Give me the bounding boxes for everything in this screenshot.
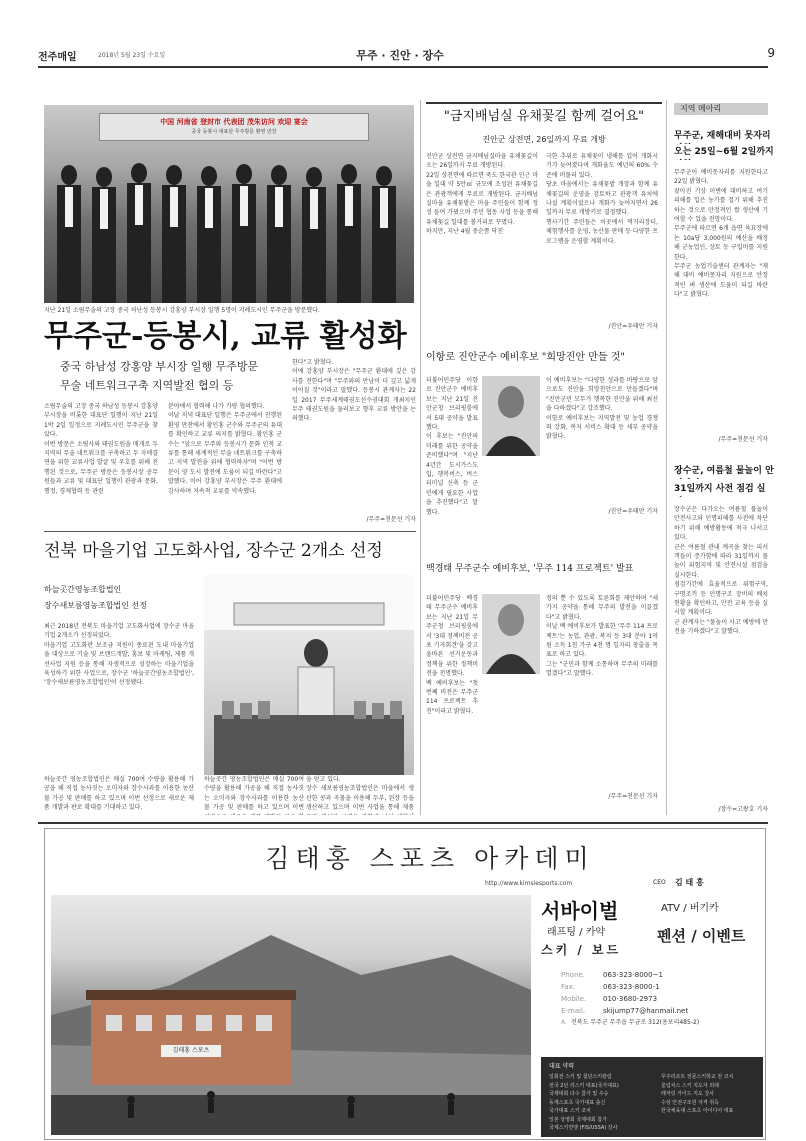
village-headline: 전북 마을기업 고도화사업, 장수군 2개소 선정 (44, 541, 383, 561)
main-subhead-1: 중국 하남성 강홍양 부시장 일행 무주방문 (60, 360, 259, 373)
lee-portrait-illustration (482, 376, 540, 456)
section-title: 무주 · 진안 · 장수 (356, 49, 444, 62)
ad-history-title: 대표 약력 (549, 1063, 575, 1070)
sidebar-article1-title1: 무주군, 재해대비 못자리 (674, 131, 771, 141)
main-subhead-2: 무술 네트워크구축 지역발전 협의 등 (60, 379, 234, 392)
group-people-illustration (44, 145, 414, 303)
history-item: 한국체육대 스포츠 아이디어 대표 (661, 1108, 734, 1114)
history-item: 울림치스 스키 지도자 외래 (661, 1082, 719, 1089)
ad-fax-label: Fax. (561, 983, 576, 991)
ad-phone: 063-323-8000~1 (603, 971, 663, 979)
history-item: 레저릿 가이드 지도 강사 (661, 1091, 715, 1097)
ad-fax: 063-323-8000-1 (603, 983, 660, 991)
baek-portrait (482, 594, 540, 674)
history-item: 국제스키연맹 (FIS/USSA) 강사 (549, 1125, 618, 1131)
golden-subhead: 진안군 상전면, 26일까지 무료 개방 (482, 135, 606, 144)
booth-illustration (204, 575, 414, 775)
issue-date: 2018년 5월 23일 수요일 (98, 52, 166, 59)
sidebar-article2-body: 장수군은 다가오는 여름철 물놀이 안전사고와 인명피해를 사전에 차단하기 위해 예방활동에 적극 나서고 있다. 군은 여름철 관내 계곡을 찾는 피서객들이 증가함에 따라 31일까지 물놀이 위험지역 및 안전시설 점검을 실시한다. 점검기간에 효율적으로 위험구역, 구명조끼 등 인명구조 장비의 배치 현황을 확인하고, 안전 교육 등을 실시할 계획이다. 군 관계자는 "물놀이 사고 예방에 만전을 기하겠다"고 말했다. (674, 506, 768, 636)
baek-body-col2: 정의 뿐 수 있도록 토론회를 제안하며 "세 가지 공약을 통해 무주의 발전을 이끌겠다"고 밝혔다. 이날 백 예비후보가 발표한 '무주 114 프로젝트'는 농업, 관광, 복지 등 3대 분야 1억 원 소득 1천 가구 4천 명 일자리 창출을 목표로 하고 있다. 그는 "군민과 함께 소통하며 무주의 미래를 열겠다"고 말했다. (546, 595, 658, 678)
lee-byline: /진안=우태만 기자 (608, 508, 658, 515)
photo-banner-text2: 중국 등봉시 대표단 무주방문 환영 만찬 (191, 129, 277, 135)
ad-email: skijump77@hanmail.net (603, 1007, 689, 1015)
sidebar-article2-title1: 장수군, 여름철 물놀이 안 (674, 466, 774, 476)
lee-body-col1: 더불어민주당 이항로 진안군수 예비후보는 지난 21일 진안군청 브리핑룸에서 5대 공약을 발표했다. 이 후보는 "진안의 미래를 위한 공약을 준비했다"며 "지난 4년간 도시가스도입, 행복버스, 버스터미널 신축 등 군민에게 필요한 사업을 추진했다"고 말했다. (426, 377, 478, 516)
ad-tag2: 스키 / 보드 (541, 943, 622, 957)
history-item: 국제대회 다수 참가 및 우승 (549, 1091, 609, 1097)
lee-portrait (482, 376, 540, 456)
photo-banner (99, 113, 369, 141)
ad-brand: 서바이벌 (541, 899, 619, 921)
ad-ceo-label: CEO (653, 879, 666, 886)
main-body-col2: 분야에서 협력해 나가 가량 협의했다. 이날 저녁 대표단 일행은 무주군에서 진행된 환영 만찬에서 황인홍 군수와 무주군의 유대를 확인하고 교류 의지를 밝혔다. 황인홍 군수는 "앞으로 무주와 등봉시가 문화 인적 교류를 통해 세계적인 무술 네트워크를 구축하고 지역 발전을 위해 협력하자"며 "이번 방문이 양 도시 발전에 도움이 되길 바란다"고 말했다. 이어 강홍양 부시장은 무주 환대에 감사하며 지속적 교류를 약속했다. (168, 403, 282, 495)
village-body-col1: 최근 2018년 전북도 마을기업 고도화사업에 장수군 마을기업 2개소가 선정되었다. 마을기업 고도화란 보조금 지원이 종료된 도내 마을기업을 대상으로 기술 및 브랜드개발, 홍보 및 마케팅, 제품 개선사업 지원 등을 통해 자생적으로 성장하는 마을기업을 육성하기 위한 사업으로, 장수군 '하늘곳간영농조합법인', '장수새보름영농조합법인'이 선정됐다. (44, 623, 194, 687)
ad-top-rule (38, 822, 768, 824)
history-item: 무주리조트 전문스키학교 전 코치 (661, 1074, 734, 1080)
village-subhead-2: 장수새보름영농조합법인 선정 (44, 601, 148, 610)
ad-ceo-name: 김 태 홍 (675, 878, 704, 887)
golden-body-col2: 극한 추위로 유채꽃이 냉해를 입어 개화시기가 늦어졌다며 개화율도 예년의 60% 수준에 머물러 있다. 당초 마을에서는 유채꽃밭 개장과 함께 유채꽃길의 운영을 검토하고 관광객 유치에 나설 계획이었으나 개화가 늦어지면서 26일까지 무료 개방키로 결정했다. 행사기간 주민들은 이곳에서 먹거리장터, 체험행사를 운영, 농산물 판매 등 다양한 프로그램을 운영할 계획이다. (546, 153, 658, 245)
header-rule (38, 66, 768, 68)
ad-contact (561, 969, 761, 1059)
masthead: 전주매일 (38, 52, 77, 62)
baek-byline: /무주=천문선 기자 (608, 793, 658, 800)
ad-right1: ATV / 버기카 (661, 903, 719, 913)
ad-phone-label: Phone. (561, 971, 585, 979)
golden-body-col1: 진안군 상전면 금지배넘실마을 유채꽃길이 오는 26일까지 무료 개방된다. 22일 상전면에 따르면 죽도 한국관 인근 마을 일대 약 5만㎡ 규모에 조성된 유채꽃길은 관광객에게 무료로 개방된다. 금지배넘실마을 유채꽃밭은 마을 주민들이 함께 정성 들여 가꿨으며 주민 협동 사업 등을 통해 유채꽃길 일대를 볼거리로 꾸몄다. 하지만, 지난 4월 중순쯤 닥친 (426, 153, 538, 236)
sidebar-article1-byline: /무주=천문선 기자 (718, 436, 768, 443)
main-headline: 무주군-등봉시, 교류 활성화 (44, 319, 407, 354)
photo-banner-text: 中国 河南省 登封市 代表团 茂朱访问 欢迎 宴会 (160, 117, 308, 126)
sidebar-article1-title2: 오는 25일~6월 2일까지 (674, 147, 774, 157)
village-subhead-1: 하늘곳간영농조합법인 (44, 585, 122, 594)
ad-url: http://www.kimsiesports.com (485, 880, 573, 887)
ad-history-right (661, 1073, 761, 1135)
lee-headline: 이항로 진안군수 예비후보 "희망진안 만들 것" (426, 352, 625, 363)
history-item: 국가대표 스키 코치 (549, 1108, 591, 1114)
ad-history-left (549, 1073, 659, 1135)
ad-mobile-label: Mobile. (561, 995, 587, 1003)
main-body-col3: 한다"고 밝혔다. 이에 강홍양 부시장은 "무주군 환대에 깊은 감사를 전한다"며 "무주와의 만남이 더 깊고 넓게 이어질 것"이라고 말했다. 등봉시 관계자는 22일 2017 무주세계태권도선수권대회 개최지인 무주 태권도원을 둘러보고 향후 교류 방안을 논의했다. (292, 359, 416, 423)
history-item: 일본 상영회 국제대회 참가 (549, 1116, 607, 1123)
baek-body-col1: 더불어민주당 백경태 무주군수 예비후보는 지난 21일 무주군청 브리핑룸에서 '3대 정책비전 공포 기자회견'을 갖고 올바른 선거운동과 정책을 위한 정책비전을 천명했다. 백 예비후보는 "첫 번째 비전은 무주군 114 프로젝트 추진"이라고 밝혔다. (426, 595, 478, 715)
village-body-col2b: 하늘곳간 영농조합법인은 매실 700여 수량을 활용해 가공을 해 직접 농사짓는 오미자와 장수사과를 이용한 농산물 가공 및 판매를 하고 있으며 이번 (204, 776, 304, 812)
history-item: 전국 2년 리스키 대표(국가대표) (549, 1082, 619, 1089)
ad-tag1: 래프팅 / 카약 (547, 927, 606, 937)
golden-headline: "금지배넘실 유채꽃길 함께 걸어요" (443, 109, 645, 124)
main-photo-caption: 지난 21일 소림무술의 고장 중국 허난성 등봉시 강홍양 부시장 일행 5명이 지례도시인 무주군을 방문했다. (44, 307, 320, 314)
sidebar-article2-byline: /장수=고왕호 기자 (718, 806, 768, 813)
ad-address: 전북도 무주군 무주읍 무금로 312(용포리485-2) (571, 1019, 700, 1026)
ad-fax-row (561, 981, 761, 993)
history-item: 일회전 스키 및 첨단스키칼럼 (549, 1074, 612, 1080)
ad-email-row (561, 1005, 761, 1017)
main-photo (44, 105, 414, 303)
ad-photo (51, 895, 531, 1135)
column-divider-left (420, 100, 421, 815)
ad-address-row (561, 1017, 761, 1029)
ad-scene-illustration (51, 895, 531, 1135)
lee-body-col2: 이 예비후보는 "다양한 성과를 바탕으로 앞으로도 진안을 희망진안으로 만들겠다"며 "진안군민 모두가 행복한 진안을 위해 최선을 다하겠다"고 강조했다. 이항로 예비후보는 지역발전 및 농업 경쟁력 강화, 복지 서비스 확대 등 세부 공약을 밝혔다. (546, 377, 658, 441)
main-article-rule (44, 531, 416, 532)
advertisement (44, 828, 766, 1140)
village-photo (204, 575, 414, 775)
sidebar-article2-title2: 31일까지 사전 점검 실 (674, 484, 766, 494)
ad-address-label: A. (561, 1019, 567, 1026)
golden-byline: /진안=우태만 기자 (608, 323, 658, 330)
ad-building-sign: 김태홍 스포츠 (172, 1047, 210, 1054)
column-divider-right (666, 100, 667, 815)
ad-email-label: E-mail. (561, 1007, 586, 1015)
baek-headline: 백경태 무주군수 예비후보, '무주 114 프로젝트' 발표 (426, 564, 634, 574)
ad-history-box (541, 1057, 763, 1137)
sidebar-article1-body: 무주군이 예비못자리를 지원한다고 22일 밝혔다. 잦아진 기상 이변에 대비하고 여기 피해를 입은 농가를 접기 위해 추진하는 것으로 안정적인 쌀 생산에 기여할 수 있을 전망이다. 무주군에 따르면 6개 읍면 육묘장에 논 10a당 3,000원의 예산을 배정해 군농업인, 상토 등 구입비를 지원한다. 무주군 농업기술센터 관계자는 "재해 대비 예비못자리 지원으로 안정적인 벼 생산에 도움이 되길 바란다"고 밝혔다. (674, 169, 768, 299)
history-item: 수상 안전구조원 자격 취득 (661, 1099, 719, 1106)
village-body-col2: 하늘곳간 영농조합법인은 매실 700여 수량을 활용해 가공을 해 직접 농사짓는 오미자와 장수사과를 이용한 농산물 가공 및 판매를 하고 있으며 이번 선정으로 새로운 제품 개발과 판로 확대를 기대하고 있다. (44, 776, 194, 812)
ad-mobile-row (561, 993, 761, 1005)
village-body-col3: 을 얻고 있다. 장수 새보름영농조합법인은 마을에서 생산한 콩과 곡물을 이용해 두부, 된장 등을 생산하고 있으며 이번 사업을 통해 제품 (306, 776, 414, 812)
page-number: 9 (767, 46, 775, 60)
ad-title: 김태홍 스포츠 아카데미 (265, 844, 595, 873)
ad-right2: 펜션 / 이벤트 (657, 927, 746, 945)
main-byline: /무주=천문선 기자 (366, 516, 416, 523)
sidebar-label: 지역 메아리 (674, 103, 768, 115)
ad-phone-row (561, 969, 761, 981)
ad-mobile: 010-3680-2973 (603, 995, 658, 1003)
history-item: 동계스포츠 국가대표 출신 (549, 1099, 606, 1106)
main-body-col1: 소림무술의 고장 중국 하남성 등봉시 강홍양 부시장을 비롯한 대표단 일행이 지난 21일 1박 2일 일정으로 지례도시인 무주군을 찾았다. 이번 방문은 소림사와 태권도원을 매개로 두 지역의 무술 네트워크를 구축하고 두 자매결연을 위한 교류사업 발굴 및 우호를 위해 진행된 것으로, 무주군 방문은 등봉시장 공무원들과 교류 및 대표단 일행이 관광과 문화, 행정, 경제협력 등 관련 (44, 403, 158, 495)
baek-portrait-illustration (482, 594, 540, 674)
